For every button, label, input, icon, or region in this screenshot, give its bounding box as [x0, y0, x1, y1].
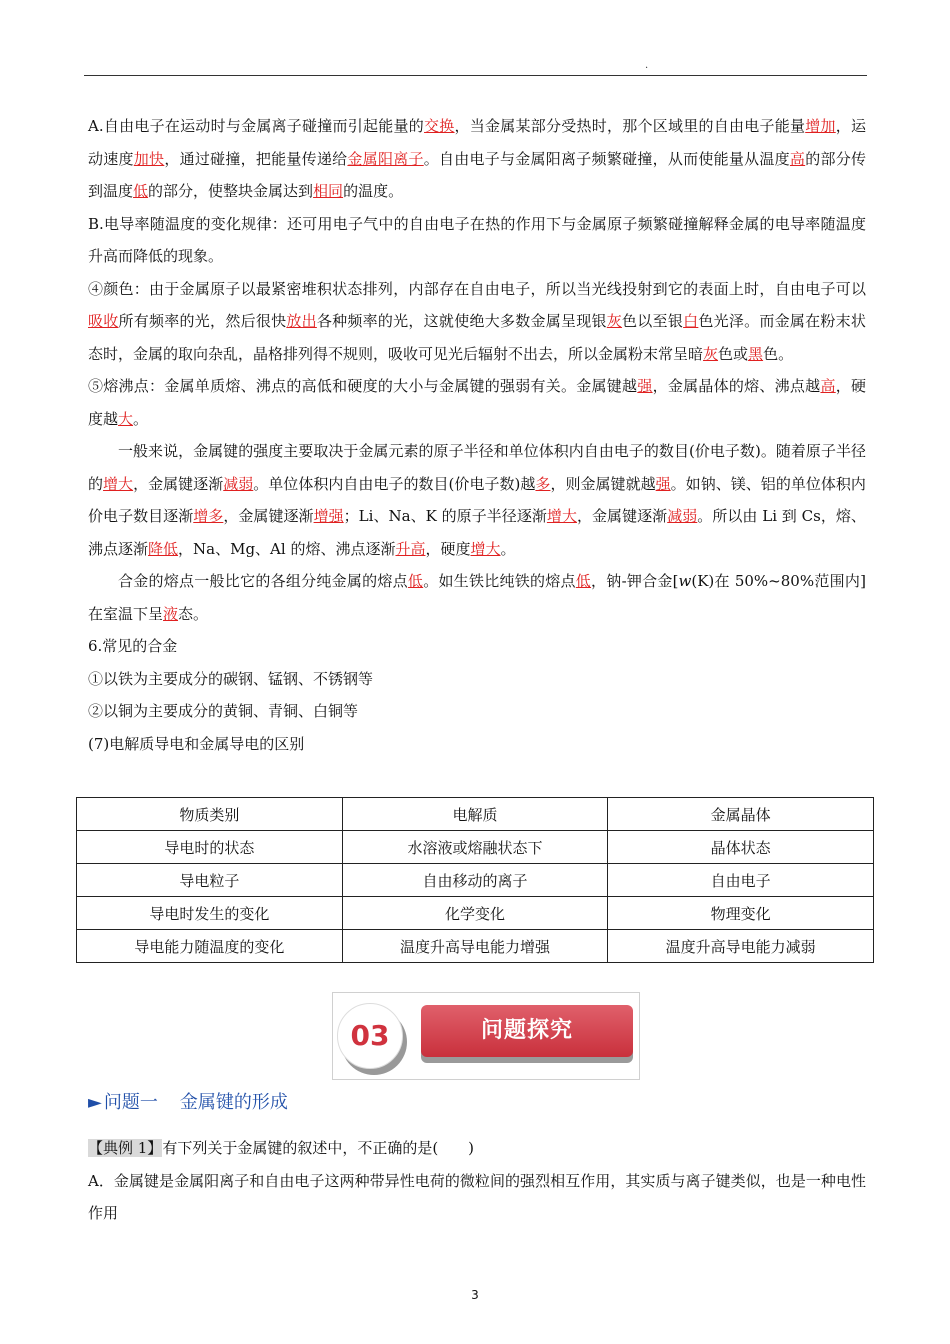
answer-blank: 减弱	[223, 474, 254, 493]
paragraph-bond-strength: 一般来说，金属键的强度主要取决于金属元素的原子半径和单位体积内自由电子的数目(价电子数)。随着原子半径的增大，金属键逐渐减弱。单位体积内自由电子的数目(价电子数)越多，则金属键就越强。如钠、镁、铝的单位体积内价电子数目逐渐增多，金属键逐渐增强；Li、Na、K 的原子半径逐渐增大，金属键逐渐减弱。所以由 Li 到 Cs，熔、沸点逐渐降低，Na、Mg、Al 的熔、沸点逐渐升高，硬度增大。	[88, 442, 866, 558]
page-number: 3	[471, 1288, 479, 1302]
table-cell: 导电时发生的变化	[77, 897, 343, 930]
comparison-table	[76, 797, 874, 963]
table-cell: 自由移动的离子	[342, 864, 608, 897]
table-cell: 导电粒子	[77, 864, 343, 897]
example-tag: 【典例 1】	[88, 1139, 163, 1157]
table-cell: 导电时的状态	[77, 831, 343, 864]
answer-blank: 相同	[313, 182, 344, 200]
table-caption: (7)电解质导电和金属导电的区别	[88, 734, 305, 753]
answer-blank: 吸收	[88, 312, 119, 330]
section-title-alloys: 6.常见的合金	[88, 637, 178, 655]
section-banner	[332, 992, 640, 1080]
question-heading	[88, 1088, 288, 1114]
answer-blank: 高	[789, 149, 806, 168]
answer-blank: 高	[820, 377, 836, 395]
table-row	[77, 831, 874, 864]
main-content	[88, 110, 866, 760]
banner-number: 03	[337, 1003, 403, 1069]
answer-blank: 降低	[148, 539, 179, 558]
answer-blank: 交换	[424, 117, 455, 135]
table-row	[77, 930, 874, 963]
table-cell: 导电能力随温度的变化	[77, 930, 343, 963]
table-cell: 物理变化	[608, 897, 874, 930]
mass-fraction-symbol: w	[678, 572, 692, 590]
triangle-pointer-icon: ►	[88, 1092, 102, 1113]
table-header-row	[77, 798, 874, 831]
answer-blank: 大	[118, 409, 134, 428]
example-option-a: A．金属键是金属阳离子和自由电子这两种带异性电荷的微粒间的强烈相互作用，其实质与离子键类似，也是一种电性作用	[88, 1171, 866, 1222]
answer-blank: 放出	[286, 312, 317, 330]
table-cell: 温度升高导电能力减弱	[608, 930, 874, 963]
answer-blank: 灰	[703, 344, 719, 363]
answer-blank: 金属阳离子	[347, 149, 424, 168]
table-cell: 温度升高导电能力增强	[342, 930, 608, 963]
answer-blank: 多	[535, 474, 551, 493]
answer-blank: 加快	[133, 149, 165, 168]
alloy-item-copper: ②以铜为主要成分的黄铜、青铜、白铜等	[88, 702, 359, 720]
paragraph-conductivity: B.电导率随温度的变化规律：还可用电子气中的自由电子在热的作用下与金属原子频繁碰撞解释金属的电导率随温度升高而降低的现象。	[88, 214, 866, 265]
table-cell: 自由电子	[608, 864, 874, 897]
table-row	[77, 864, 874, 897]
header-dot: .	[645, 60, 649, 71]
answer-blank: 强	[637, 377, 653, 395]
answer-blank: 增加	[805, 117, 836, 135]
paragraph-color: ④颜色：由于金属原子以最紧密堆积状态排列，内部存在自由电子，所以当光线投射到它的表面上时，自由电子可以吸收所有频率的光，然后很快放出各种频率的光，这就使绝大多数金属呈现银灰色以至银白色光泽。而金属在粉末状态时，金属的取向杂乱，晶格排列得不规则，吸收可见光后辐射不出去，所以金属粉末常呈暗灰色或黑色。	[88, 279, 866, 363]
answer-blank: 增强	[313, 507, 344, 525]
paragraph-alloy-melting: 合金的熔点一般比它的各组分纯金属的熔点低。如生铁比纯铁的熔点低，钠-钾合金[w(K)在 50%~80%范围内]在室温下呈液态。	[88, 572, 866, 623]
banner-label: 问题探究	[421, 1005, 633, 1057]
answer-blank: 黑	[748, 344, 764, 363]
table-cell: 晶体状态	[608, 831, 874, 864]
example-stem-line	[88, 1132, 866, 1165]
example-stem: 有下列关于金属键的叙述中，不正确的是( )	[162, 1139, 475, 1157]
answer-blank: 增大	[546, 507, 577, 525]
answer-blank: 液	[163, 604, 179, 623]
answer-blank: 低	[575, 572, 592, 590]
table-cell: 化学变化	[342, 897, 608, 930]
alloy-item-iron: ①以铁为主要成分的碳钢、锰钢、不锈钢等	[88, 669, 374, 688]
table-row	[77, 897, 874, 930]
answer-blank: 强	[655, 474, 671, 493]
paragraph-melting-point: ⑤熔沸点：金属单质熔、沸点的高低和硬度的大小与金属键的强弱有关。金属键越强，金属晶体的熔、沸点越高，硬度越大。	[88, 377, 866, 428]
answer-blank: 升高	[395, 539, 426, 558]
answer-blank: 增大	[470, 539, 501, 558]
table-header-cell: 电解质	[342, 798, 608, 831]
answer-blank: 减弱	[667, 507, 698, 525]
answer-blank: 灰	[606, 312, 623, 330]
question-title: 问题一	[103, 1092, 158, 1113]
table-header-cell: 物质类别	[77, 798, 343, 831]
answer-blank: 增多	[193, 507, 224, 525]
table-cell: 水溶液或熔融状态下	[342, 831, 608, 864]
paragraph-heat-conduction: A.自由电子在运动时与金属离子碰撞而引起能量的交换，当金属某部分受热时，那个区域里的自由电子能量增加，运动速度加快，通过碰撞，把能量传递给金属阳离子。自由电子与金属阳离子频繁碰撞，从而使能量从温度高的部分传到温度低的部分，使整块金属达到相同的温度。	[88, 117, 866, 200]
answer-blank: 低	[133, 182, 149, 200]
answer-blank: 低	[407, 572, 424, 590]
example-block	[88, 1132, 866, 1230]
table-header-cell: 金属晶体	[608, 798, 874, 831]
header-rule	[84, 75, 867, 76]
question-topic: 金属键的形成	[179, 1092, 288, 1113]
answer-blank: 增大	[103, 474, 134, 493]
answer-blank: 白	[683, 312, 699, 330]
